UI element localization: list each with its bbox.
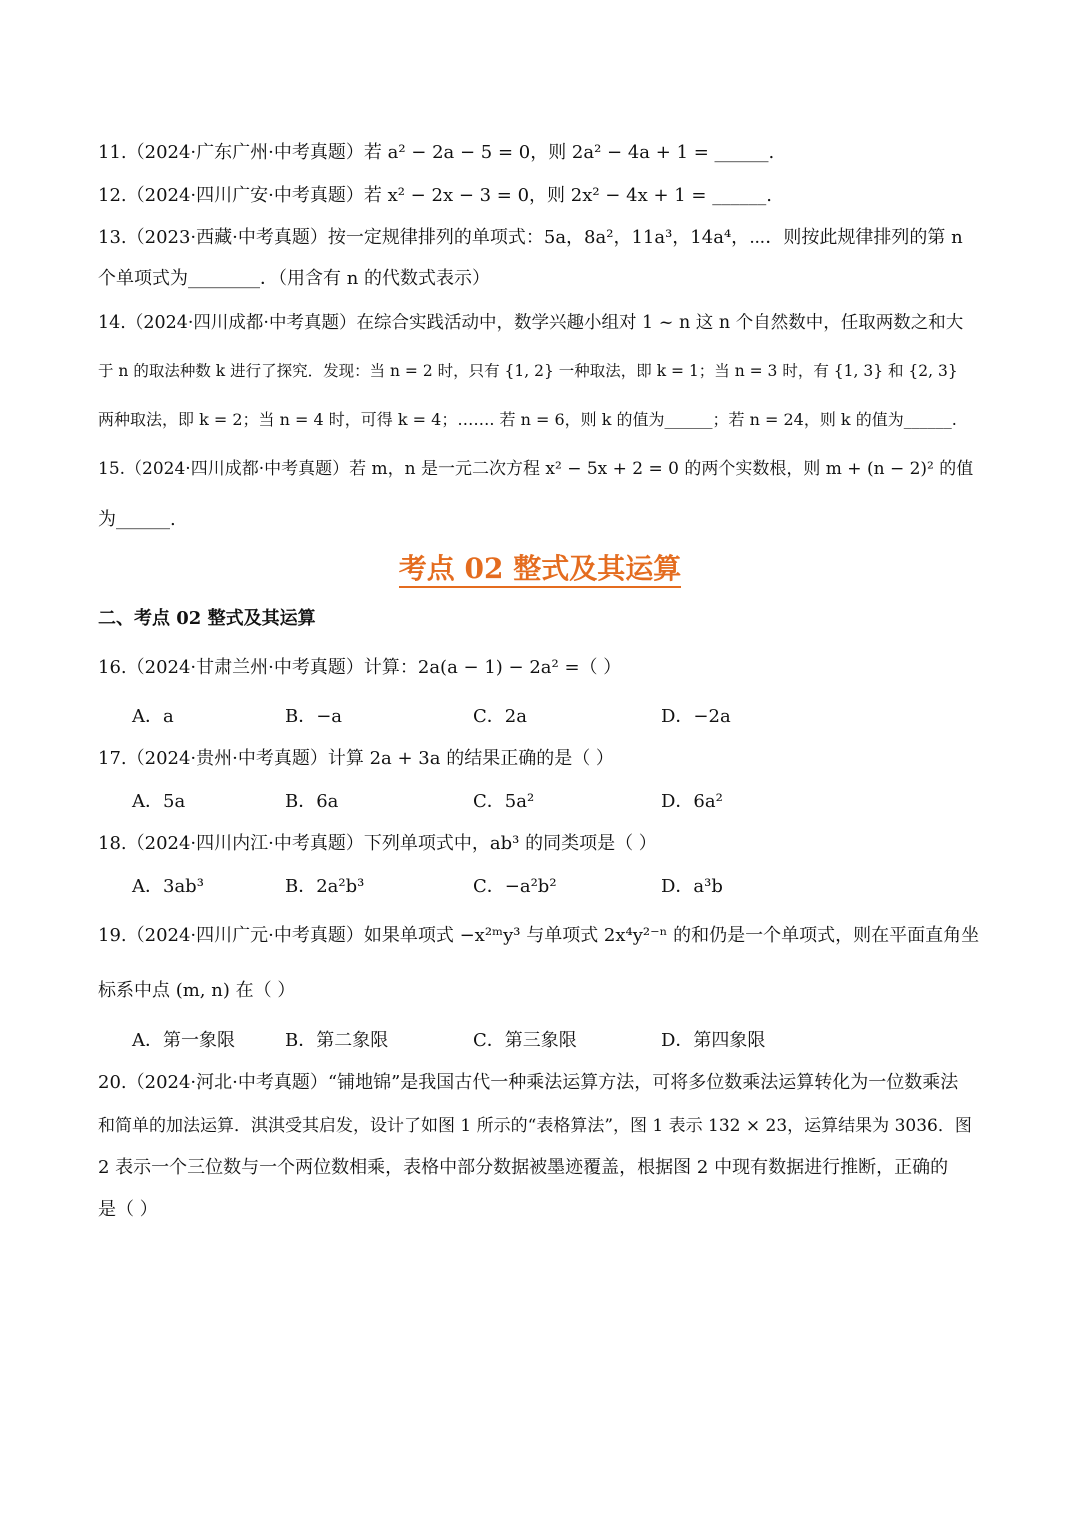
q16-option-c: C．2a bbox=[473, 706, 527, 727]
question-12: 12.（2024·四川广安·中考真题）若 x² − 2x − 3 = 0，则 2x² − 4x + 1 = ______. bbox=[98, 185, 772, 206]
q16-option-a: A．a bbox=[132, 706, 174, 727]
q19-option-d: D．第四象限 bbox=[661, 1030, 766, 1051]
q18-option-c: C．−a²b² bbox=[473, 876, 557, 897]
q17-option-c: C．5a² bbox=[473, 791, 535, 812]
question-14-line-3: 两种取法，即 k = 2；当 n = 4 时，可得 k = 4；……. 若 n = 6，则 k 的值为______；若 n = 24，则 k 的值为______. bbox=[98, 410, 957, 429]
question-16: 16.（2024·甘肃兰州·中考真题）计算：2a(a − 1) − 2a² =（ ） bbox=[98, 657, 622, 678]
q18-option-a: A．3ab³ bbox=[132, 876, 204, 897]
q19-option-a: A．第一象限 bbox=[132, 1030, 235, 1051]
question-20-line-4: 是（ ） bbox=[98, 1199, 158, 1220]
q17-option-a: A．5a bbox=[132, 791, 186, 812]
question-19-line-1: 19.（2024·四川广元·中考真题）如果单项式 −x²ᵐy³ 与单项式 2x⁴y²⁻ⁿ 的和仍是一个单项式，则在平面直角坐 bbox=[98, 925, 980, 946]
q19-option-b: B．第二象限 bbox=[285, 1030, 389, 1051]
question-19-line-2: 标系中点 (m, n) 在（ ） bbox=[98, 980, 296, 1001]
question-14-line-2: 于 n 的取法种数 k 进行了探究．发现：当 n = 2 时，只有 {1, 2} 一种取法，即 k = 1；当 n = 3 时，有 {1, 3} 和 {2, 3} bbox=[98, 362, 958, 380]
question-13-line-2: 个单项式为________．（用含有 n 的代数式表示） bbox=[98, 268, 491, 289]
question-20-line-2: 和简单的加法运算．淇淇受其启发，设计了如图 1 所示的“表格算法”，图 1 表示 132 × 23，运算结果为 3036．图 bbox=[98, 1116, 972, 1136]
question-11: 11.（2024·广东广州·中考真题）若 a² − 2a − 5 = 0，则 2a² − 4a + 1 = ______. bbox=[98, 142, 775, 163]
section-heading: 二、考点 02 整式及其运算 bbox=[98, 608, 316, 629]
question-20-line-1: 20.（2024·河北·中考真题）“铺地锦”是我国古代一种乘法运算方法，可将多位数乘法运算转化为一位数乘法 bbox=[98, 1072, 959, 1093]
question-13-line-1: 13.（2023·西藏·中考真题）按一定规律排列的单项式：5a，8a²，11a³，14a⁴，⋯．则按此规律排列的第 n bbox=[98, 227, 963, 248]
question-14-line-1: 14.（2024·四川成都·中考真题）在综合实践活动中，数学兴趣小组对 1 ~ n 这 n 个自然数中，任取两数之和大 bbox=[98, 313, 964, 333]
question-15-line-1: 15.（2024·四川成都·中考真题）若 m，n 是一元二次方程 x² − 5x + 2 = 0 的两个实数根，则 m + (n − 2)² 的值 bbox=[98, 459, 974, 479]
q16-option-b: B．−a bbox=[285, 706, 343, 727]
question-15-line-2: 为______. bbox=[98, 509, 176, 530]
question-17: 17.（2024·贵州·中考真题）计算 2a + 3a 的结果正确的是（ ） bbox=[98, 748, 614, 769]
q16-option-d: D．−2a bbox=[661, 706, 731, 727]
question-18: 18.（2024·四川内江·中考真题）下列单项式中，ab³ 的同类项是（ ） bbox=[98, 833, 657, 854]
q18-option-d: D．a³b bbox=[661, 876, 723, 897]
q18-option-b: B．2a²b³ bbox=[285, 876, 365, 897]
q19-option-c: C．第三象限 bbox=[473, 1030, 577, 1051]
question-20-line-3: 2 表示一个三位数与一个两位数相乘，表格中部分数据被墨迹覆盖，根据图 2 中现有数据进行推断，正确的 bbox=[98, 1157, 949, 1178]
section-title: 考点 02 整式及其运算 bbox=[0, 552, 1080, 586]
q17-option-d: D．6a² bbox=[661, 791, 723, 812]
q17-option-b: B．6a bbox=[285, 791, 339, 812]
